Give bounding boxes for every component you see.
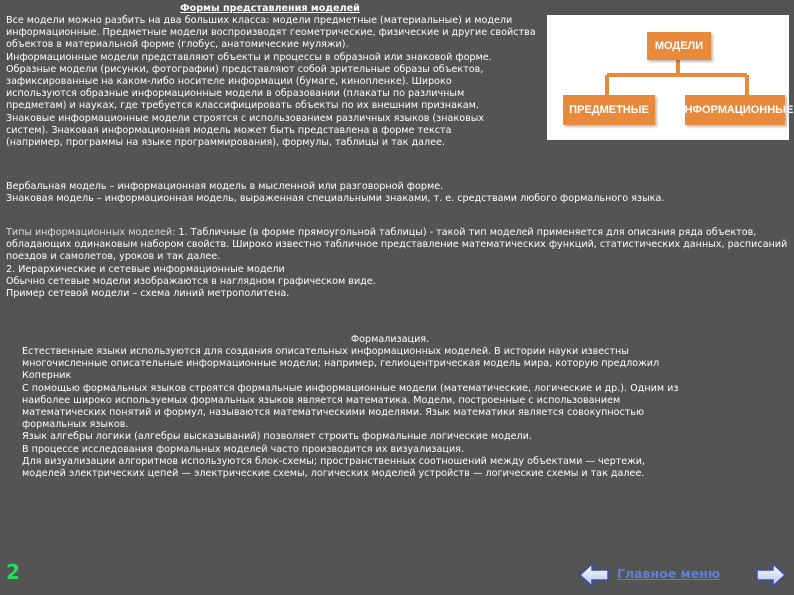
main-menu-link[interactable]: Главное меню xyxy=(617,566,721,581)
formal-line: Естественные языки используются для создания описательных информационных моделей. В истории науки известны xyxy=(22,346,629,357)
intro-line: Знаковые информационные модели строятся с использованием различных языков (знаковых xyxy=(6,112,485,124)
formal-line: многочисленные описательные информационные модели; например, гелиоцентрическая модель мира, которую предложил xyxy=(22,358,660,370)
intro-line: Все модели можно разбить на два больших класса: модели предметные (материальные) и модели xyxy=(6,15,513,26)
formalization-title: Формализация. xyxy=(350,334,430,345)
back-button[interactable] xyxy=(579,562,609,588)
intro-line: предметам) и науках, где требуется классифицировать объекты по их внешним признакам. xyxy=(6,100,479,112)
formal-line: В процессе исследования формальных моделей часто производится их визуализация. xyxy=(22,443,464,455)
formal-line: Для визуализации алгоритмов используются блок-схемы; пространственных соотношений между объектами — чертежи, xyxy=(22,455,646,467)
types-line: Пример сетевой модели – схема линий метрополитена. xyxy=(6,288,290,300)
types-line: 2. Иерархические и сетевые информационные модели xyxy=(6,263,285,275)
formal-line: моделей электрических цепей — электрические схемы, логических моделей устройств — логические схемы и так далее. xyxy=(22,468,645,480)
verbal-line: Знаковая модель – информационная модель, выраженная специальными знаками, т. е. средствами любого формального языка. xyxy=(6,193,665,205)
formal-line: С помощью формальных языков строятся формальные информационные модели (математические, логические и др.). Одним из xyxy=(22,382,679,394)
diagram-right-node: ИНФОРМАЦИОННЫЕ xyxy=(685,95,785,125)
intro-line: (например, программы на языке программирования), формулы, таблицы и так далее. xyxy=(6,137,446,149)
intro-line: систем). Знаковая информационная модель может быть представлена в форме текста xyxy=(6,124,452,136)
arrow-left-icon xyxy=(579,562,609,588)
verbal-paragraph xyxy=(6,181,786,205)
models-diagram xyxy=(547,15,794,140)
arrow-right-icon xyxy=(756,562,786,588)
intro-line: объектов в материальной форме (глобус, анатомические муляжи). xyxy=(6,39,349,51)
diagram-left-node: ПРЕДМЕТНЫЕ xyxy=(563,95,655,125)
types-label: Типы информационных моделей: xyxy=(6,227,176,238)
formal-line: математических понятий и формул, называются математическими моделями. Язык математики является совокупностью xyxy=(22,407,645,419)
intro-line: Информационные модели представляют объекты и процессы в образной или знаковой форме. xyxy=(6,51,492,63)
types-line: обладающих одинаковым набором свойств. Широко известно табличное представление математических функций, статистических данных, расписаний xyxy=(6,239,788,251)
formalization-paragraph xyxy=(22,346,742,480)
types-line: Обычно сетевые модели изображаются в наглядном графическом виде. xyxy=(6,275,376,287)
verbal-line: Вербальная модель – информационная модель в мысленной или разговорной форме. xyxy=(6,181,444,192)
page-number: 2 xyxy=(6,560,20,584)
types-line: поездов и самолетов, уроков и так далее. xyxy=(6,251,221,263)
formal-line: наиболее широко используемых формальных языков является математика. Модели, построенные с использованием xyxy=(22,394,621,406)
types-first-line xyxy=(6,227,788,239)
diagram-root-node: МОДЕЛИ xyxy=(647,32,711,60)
intro-paragraph xyxy=(6,15,542,149)
formal-line: Язык алгебры логики (алгебры высказываний) позволяет строить формальные логические модели. xyxy=(22,431,532,443)
formal-line: формальных языков. xyxy=(22,419,129,431)
types-line: 1. Табличные (в форме прямоугольной таблицы) - такой тип моделей применяется для описания ряда объектов, xyxy=(175,227,757,238)
intro-line: используются образные информационные модели в образовании (плакаты по различным xyxy=(6,88,465,100)
intro-line: зафиксированные на каком-либо носителе информации (бумаге, кинопленке). Широко xyxy=(6,76,452,88)
forward-button[interactable] xyxy=(756,562,786,588)
types-paragraph xyxy=(6,227,788,300)
intro-line: Образные модели (рисунки, фотографии) представляют собой зрительные образы объектов, xyxy=(6,63,484,75)
formal-line: Коперник xyxy=(22,370,72,382)
slide-title: Формы представления моделей xyxy=(180,3,360,14)
intro-line: информационные. Предметные модели воспроизводят геометрические, физические и другие свойства xyxy=(6,27,536,39)
